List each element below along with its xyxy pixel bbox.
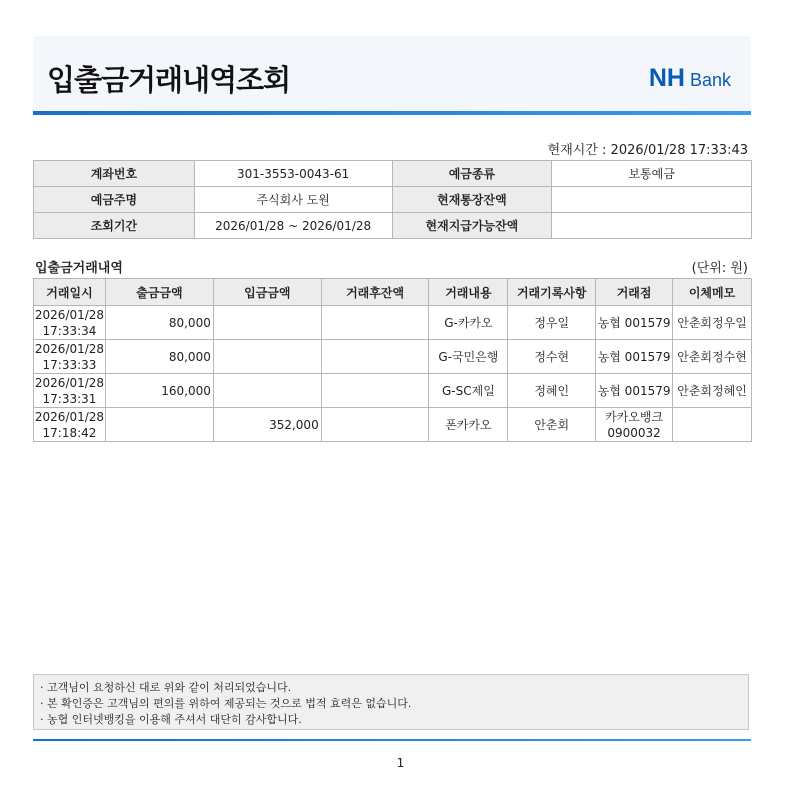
deposit-type-label: 예금종류 xyxy=(392,161,552,187)
memo-cell: 안춘회정혜인 xyxy=(673,374,752,408)
unit-label: (단위: 원) xyxy=(691,261,748,276)
time-text: 17:33:31 xyxy=(42,391,97,406)
logo-nh-text: NH xyxy=(648,64,685,92)
content-cell: 폰카카오 xyxy=(429,408,508,442)
page-number: 1 xyxy=(396,756,405,770)
holder-value: 주식회사 도원 xyxy=(194,187,392,213)
time-text: 17:33:34 xyxy=(42,323,97,338)
col-header: 거래내용 xyxy=(429,279,508,306)
footer-divider xyxy=(33,739,751,741)
branch-cell xyxy=(596,408,673,442)
holder-label: 예금주명 xyxy=(34,187,195,213)
record-cell: 안춘회 xyxy=(508,408,596,442)
content-cell: G-국민은행 xyxy=(429,340,508,374)
branch-line1: 카카오뱅크 xyxy=(605,409,664,424)
memo-cell xyxy=(673,408,752,442)
balance-cell xyxy=(321,374,429,408)
datetime-cell xyxy=(34,408,106,442)
datetime-cell xyxy=(34,374,106,408)
branch-line1: 농협 001579 xyxy=(597,383,671,398)
document-header xyxy=(33,36,751,112)
table-row xyxy=(34,374,752,408)
date-text: 2026/01/28 xyxy=(34,375,105,390)
available-balance-value xyxy=(552,213,752,239)
transactions-table xyxy=(33,278,752,442)
deposit-type-value: 보통예금 xyxy=(552,161,752,187)
account-number-label: 계좌번호 xyxy=(34,161,195,187)
date-text: 2026/01/28 xyxy=(34,409,105,424)
page-title: 입출금거래내역조회 xyxy=(47,63,291,97)
table-row xyxy=(34,306,752,340)
balance-value xyxy=(552,187,752,213)
col-header: 거래후잔액 xyxy=(321,279,429,306)
col-header: 이체메모 xyxy=(673,279,752,306)
content-cell: G-카카오 xyxy=(429,306,508,340)
table-row xyxy=(34,408,752,442)
withdrawal-cell: 160,000 xyxy=(105,374,213,408)
balance-cell xyxy=(321,408,429,442)
date-text: 2026/01/28 xyxy=(34,307,105,322)
time-text: 17:33:33 xyxy=(42,357,97,372)
footer-notice-box xyxy=(33,674,749,730)
branch-cell xyxy=(596,306,673,340)
record-cell: 정수현 xyxy=(508,340,596,374)
branch-cell xyxy=(596,340,673,374)
branch-line2: 0900032 xyxy=(607,425,661,440)
col-header: 출금금액 xyxy=(105,279,213,306)
balance-cell xyxy=(321,306,429,340)
branch-line1: 농협 001579 xyxy=(597,315,671,330)
balance-label: 현재통장잔액 xyxy=(392,187,552,213)
datetime-cell xyxy=(34,340,106,374)
branch-line1: 농협 001579 xyxy=(597,349,671,364)
col-header: 거래기록사항 xyxy=(508,279,596,306)
nh-bank-logo xyxy=(649,64,731,93)
footer-note: · 농협 인터넷뱅킹을 이용해 주셔서 대단히 감사합니다. xyxy=(40,713,302,726)
datetime-cell xyxy=(34,306,106,340)
withdrawal-cell: 80,000 xyxy=(105,340,213,374)
transactions-section-title: 입출금거래내역 xyxy=(35,261,123,276)
footer-note: · 본 확인증은 고객님의 편의를 위하여 제공되는 것으로 법적 효력은 없습니다. xyxy=(40,697,412,710)
account-info-table xyxy=(33,160,752,239)
table-row xyxy=(34,340,752,374)
header-divider xyxy=(33,111,751,115)
available-balance-label: 현재지급가능잔액 xyxy=(392,213,552,239)
time-text: 17:18:42 xyxy=(42,425,97,440)
withdrawal-cell xyxy=(105,408,213,442)
account-number-value: 301-3553-0043-61 xyxy=(194,161,392,187)
date-text: 2026/01/28 xyxy=(34,341,105,356)
deposit-cell xyxy=(213,340,321,374)
deposit-cell xyxy=(213,306,321,340)
deposit-cell xyxy=(213,374,321,408)
logo-bank-text: Bank xyxy=(689,70,731,90)
period-value: 2026/01/28 ~ 2026/01/28 xyxy=(194,213,392,239)
deposit-cell: 352,000 xyxy=(213,408,321,442)
current-time: 현재시간 : 2026/01/28 17:33:43 xyxy=(547,143,748,158)
withdrawal-cell: 80,000 xyxy=(105,306,213,340)
col-header: 입금금액 xyxy=(213,279,321,306)
footer-note: · 고객님이 요청하신 대로 위와 같이 처리되었습니다. xyxy=(40,681,292,694)
table-header-row xyxy=(34,279,752,306)
record-cell: 정혜인 xyxy=(508,374,596,408)
branch-cell xyxy=(596,374,673,408)
content-cell: G-SC제일 xyxy=(429,374,508,408)
col-header: 거래일시 xyxy=(34,279,106,306)
balance-cell xyxy=(321,340,429,374)
col-header: 거래점 xyxy=(596,279,673,306)
memo-cell: 안춘회정우일 xyxy=(673,306,752,340)
record-cell: 정우일 xyxy=(508,306,596,340)
period-label: 조회기간 xyxy=(34,213,195,239)
memo-cell: 안춘회정수현 xyxy=(673,340,752,374)
